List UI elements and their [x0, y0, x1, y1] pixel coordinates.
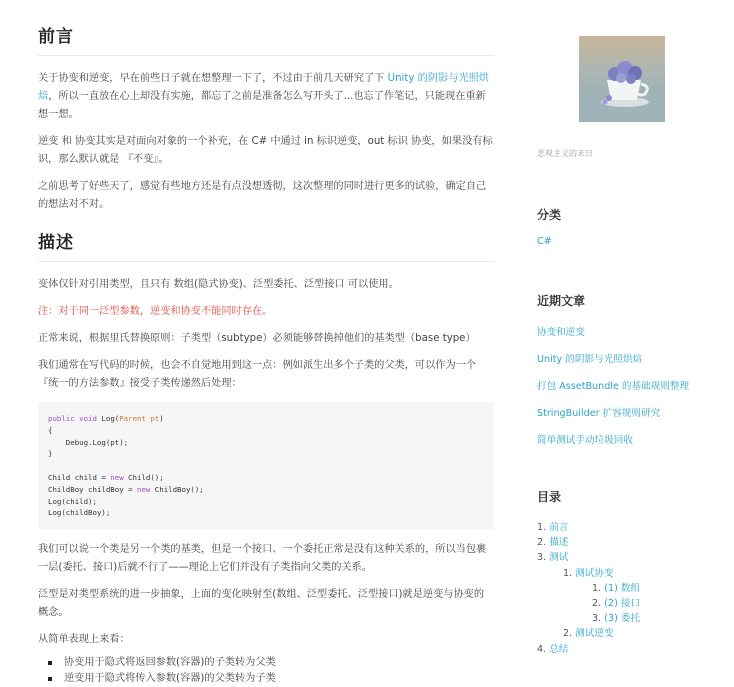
toc-item	[537, 581, 640, 596]
recent-post-link[interactable]: 简单测试手动垃圾回收	[537, 435, 633, 446]
toc-heading: 目录	[537, 490, 562, 504]
toc-link[interactable]: (2) 接口	[604, 598, 641, 610]
toc-link[interactable]: 总结	[549, 643, 569, 655]
code-text: {	[48, 425, 53, 435]
code-text: ChildBoy childBoy =	[48, 484, 137, 494]
recent-post-link[interactable]: Unity 的阴影与光照烘焙	[537, 354, 643, 365]
text: ，所以一直放在心上却没有实施，都忘了之前是准备怎么写开头了...也忘了作笔记，只能现在重新想一想。	[38, 91, 486, 120]
article	[38, 22, 494, 687]
list-item: 逆变用于隐式将传入参数(容器)的父类转为子类	[38, 671, 494, 687]
toc-number: 3.	[537, 552, 547, 564]
categories-heading: 分类	[537, 208, 562, 222]
code-text: ChildBoy();	[150, 484, 204, 494]
list-item: 协变用于隐式将返回参数(容器)的子类转为父类	[38, 655, 494, 671]
recent-posts-heading: 近期文章	[537, 294, 586, 308]
code-keyword: new	[137, 484, 151, 494]
teacup-with-flowers-icon	[579, 36, 665, 122]
toc-item	[537, 626, 640, 641]
toc-link[interactable]: 前言	[549, 522, 569, 533]
paragraph: 我们通常在写代码的时候，也会不自觉地用到这一点：例如派生出多个子类的父类，可以作为一个『统一的方法参数』接受子类传递然后处理：	[38, 360, 477, 389]
toc-item	[537, 550, 640, 565]
recent-post-link[interactable]: 打包 AssetBundle 的基础规则整理	[537, 381, 690, 392]
toc-item	[537, 520, 640, 535]
paragraph: 逆变 和 协变其实是对面向对象的一个补充，在 C# 中通过 in 标识逆变，out 标识 协变，如果没有标识，那么默认就是 『不变』。	[38, 136, 493, 165]
paragraph: 从简单表现上来看：	[38, 634, 130, 645]
section-title-preface: 前言	[38, 22, 494, 56]
toc-link[interactable]: (3) 委托	[604, 613, 641, 625]
unity-shadow-link[interactable]: Unity 的阴影与光照烘焙	[38, 73, 489, 102]
code-text: Log(child);	[48, 496, 97, 506]
toc-item	[537, 611, 640, 626]
paragraph: 正常来说，根据里氏替换原则：子类型（subtype）必须能够替换掉他们的基类型（base type）	[38, 333, 476, 344]
toc-number: 4.	[537, 643, 547, 655]
paragraph: 变体仅针对引用类型，且只有 数组(隐式协变)、泛型委托、泛型接口 可以使用。	[38, 279, 399, 290]
toc-item	[537, 596, 640, 611]
code-text: }	[48, 449, 53, 459]
paragraph: 之前思考了好些天了，感觉有些地方还是有点没想透彻，这次整理的同时进行更多的试验，确定自己的想法对不对。	[38, 181, 487, 210]
paragraph	[38, 70, 494, 124]
code-type: Parent	[119, 414, 146, 423]
note-text: 注：对于同一泛型参数，逆变和协变不能同时存在。	[38, 306, 273, 317]
avatar[interactable]	[579, 36, 665, 122]
toc-number: 1.	[592, 582, 602, 594]
code-text: Debug.Log(pt);	[48, 437, 129, 447]
toc-number: 1.	[537, 522, 547, 533]
toc-item	[537, 642, 640, 657]
recent-post-link[interactable]: 协变和逆变	[537, 327, 585, 338]
category-link[interactable]: C#	[537, 236, 552, 247]
toc-link[interactable]: (1) 数组	[604, 582, 641, 594]
code-keyword: void	[79, 414, 97, 423]
code-text: Log(childBoy);	[48, 508, 111, 518]
code-keyword: new	[110, 472, 124, 482]
toc-number: 3.	[592, 613, 602, 625]
toc-number: 2.	[592, 598, 602, 610]
table-of-contents	[537, 520, 640, 657]
toc-link[interactable]: 测试逆变	[575, 628, 614, 640]
paragraph: 泛型是对类型系统的进一步抽象，上面的变化映射至(数组、泛型委托、泛型接口)就是逆变与协变的概念。	[38, 589, 485, 618]
toc-link[interactable]: 测试协变	[575, 567, 614, 579]
toc-link[interactable]: 描述	[549, 537, 569, 549]
toc-link[interactable]: 测试	[549, 552, 569, 564]
toc-item	[537, 566, 640, 581]
code-text: Log(	[101, 414, 120, 423]
code-keyword: public	[48, 414, 75, 423]
bullet-list	[38, 655, 494, 687]
toc-item	[537, 535, 640, 550]
recent-post-link[interactable]: StringBuilder 扩容规则研究	[537, 408, 661, 419]
toc-number: 1.	[563, 567, 573, 579]
code-text: Child();	[123, 472, 164, 482]
site-tagline: 悲观主义的末日	[537, 149, 593, 158]
text: 关于协变和逆变，早在前些日子就在想整理一下了，不过由于前几天研究了下	[38, 73, 388, 84]
paragraph: 我们可以说一个类是另一个类的基类，但是一个接口、一个委托正常是没有这种关系的，所以当包裹一层(委托、接口)后就不行了——理论上它们并没有子类指向父类的关系。	[38, 544, 487, 573]
code-block: public void Log(Parent pt) { Debug.Log(pt); } Child child = new Child(); ChildBoy childBoy = new ChildBoy(); Log(child); Log(childBoy);	[38, 402, 494, 530]
toc-number: 2.	[563, 628, 573, 640]
code-text: Child child =	[48, 472, 111, 482]
code-type: pt	[145, 414, 160, 423]
section-title-description: 描述	[38, 228, 494, 262]
toc-number: 2.	[537, 537, 547, 549]
